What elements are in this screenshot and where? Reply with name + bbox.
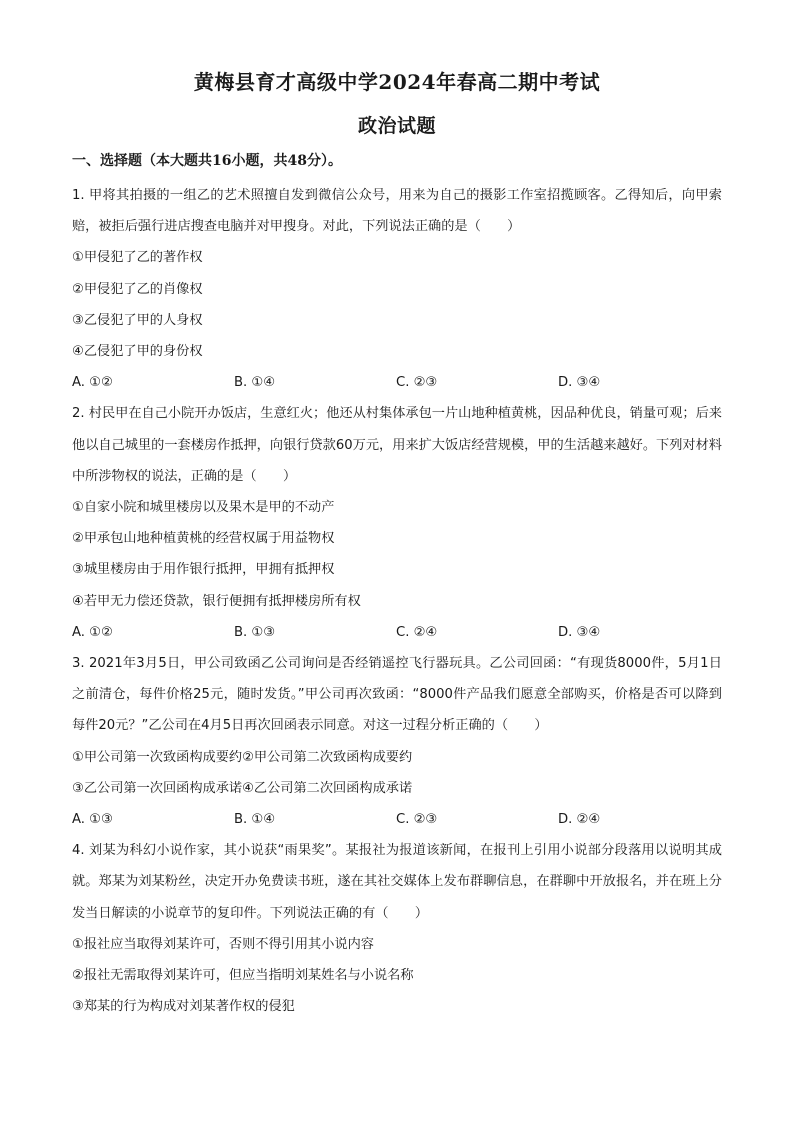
question-stem: 2. 村民甲在自己小院开办饭店，生意红火；他还从村集体承包一片山地种植黄桃，因品种优良，销量可观；后来他以自己城里的一套楼房作抵押，向银行贷款60万元，用来扩大饭店经营规模，甲的生活越来越好。下列对材料中所涉物权的说法，正确的是（ ） <box>72 406 722 484</box>
choice-a: A. ①② <box>72 375 113 391</box>
question-option: ④乙侵犯了甲的身份权 <box>72 344 203 360</box>
answer-choices <box>72 617 722 648</box>
question-list <box>72 180 722 1022</box>
question-option: ③乙侵犯了甲的人身权 <box>72 312 203 328</box>
choice-d: D. ②④ <box>558 812 601 828</box>
choice-b: B. ①④ <box>234 812 276 828</box>
question-option: ①自家小院和城里楼房以及果木是甲的不动产 <box>72 500 335 516</box>
question-4 <box>72 835 722 1022</box>
question-option: ②甲承包山地种植黄桃的经营权属于用益物权 <box>72 531 335 547</box>
choice-a: A. ①③ <box>72 812 113 828</box>
exam-subtitle: 政治试题 <box>357 115 436 137</box>
choice-a: A. ①② <box>72 624 113 640</box>
question-option: ①甲公司第一次致函构成要约②甲公司第二次致函构成要约 <box>72 749 413 765</box>
question-stem: 3. 2021年3月5日，甲公司致函乙公司询问是否经销遥控飞行器玩具。乙公司回函：“有现货8000件，5月1日之前清仓，每件价格25元，随时发货。”甲公司再次致函：“8000件产品我们愿意全部购买，价格是否可以降到每件20元？”乙公司在4月5日再次回函表示同意。对这一过程分析正确的（ ） <box>72 656 722 734</box>
question-option: ①甲侵犯了乙的著作权 <box>72 250 203 266</box>
choice-b: B. ①③ <box>234 624 276 640</box>
choice-c: C. ②③ <box>396 812 438 828</box>
question-1 <box>72 180 722 398</box>
answer-choices <box>72 367 722 398</box>
choice-d: D. ③④ <box>558 375 601 391</box>
question-option: ③城里楼房由于用作银行抵押，甲拥有抵押权 <box>72 562 335 578</box>
exam-title: 黄梅县育才高级中学2024年春高二期中考试 <box>193 70 601 94</box>
answer-choices <box>72 804 722 835</box>
question-stem: 1. 甲将其拍摄的一组乙的艺术照擅自发到微信公众号，用来为自己的摄影工作室招揽顾客。乙得知后，向甲索赔，被拒后强行进店搜查电脑并对甲搜身。对此，下列说法正确的是（ ） <box>72 188 722 235</box>
question-option: ①报社应当取得刘某许可，否则不得引用其小说内容 <box>72 936 374 952</box>
question-option: ②报社无需取得刘某许可，但应当指明刘某姓名与小说名称 <box>72 968 414 984</box>
question-option: ④若甲无力偿还贷款，银行便拥有抵押楼房所有权 <box>72 593 361 609</box>
question-option: ③乙公司第一次回函构成承诺④乙公司第二次回函构成承诺 <box>72 780 413 796</box>
choice-c: C. ②④ <box>396 624 438 640</box>
section-heading: 一、选择题（本大题共16小题，共48分）。 <box>72 153 342 169</box>
question-2 <box>72 398 722 648</box>
question-option: ③郑某的行为构成对刘某著作权的侵犯 <box>72 999 295 1015</box>
question-option: ②甲侵犯了乙的肖像权 <box>72 281 203 297</box>
question-stem: 4. 刘某为科幻小说作家，其小说获“雨果奖”。某报社为报道该新闻，在报刊上引用小说部分段落用以说明其成就。郑某为刘某粉丝，决定开办免费读书班，遂在其社交媒体上发布群聊信息，在群聊中开放报名，并在班上分发当日解读的小说章节的复印件。下列说法正确的有（ ） <box>72 843 722 921</box>
choice-b: B. ①④ <box>234 375 276 391</box>
choice-c: C. ②③ <box>396 375 438 391</box>
question-3 <box>72 648 722 835</box>
choice-d: D. ③④ <box>558 624 601 640</box>
